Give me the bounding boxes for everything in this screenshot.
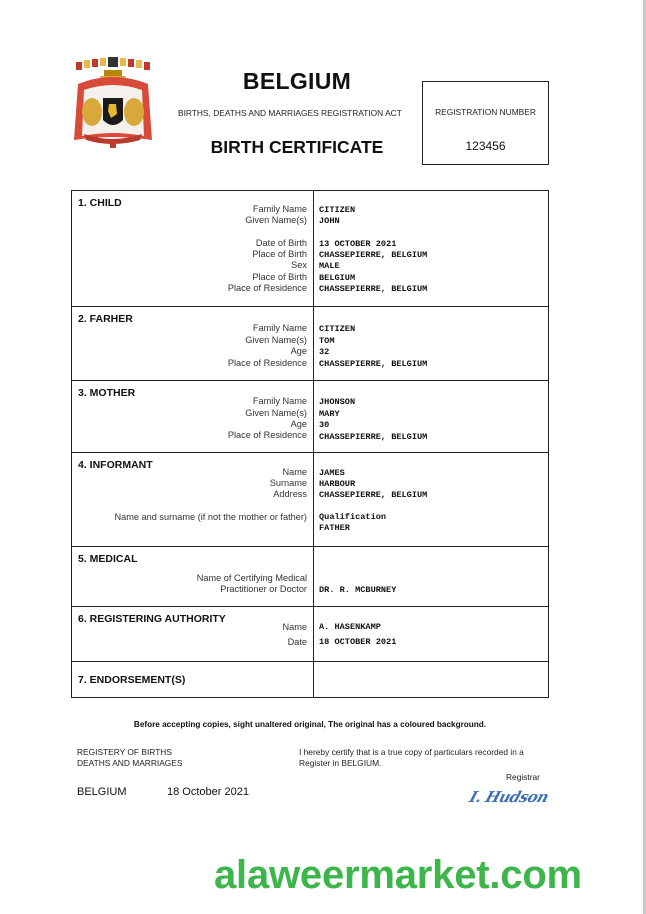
field-label: Given Name(s)	[245, 408, 307, 418]
registration-act: BIRTHS, DEATHS AND MARRIAGES REGISTRATION ACT	[178, 108, 402, 118]
field-value: CHASSEPIERRE, BELGIUM	[319, 250, 428, 260]
field-value: CHASSEPIERRE, BELGIUM	[319, 284, 428, 294]
registry-office	[77, 747, 182, 769]
registry-line-1: REGISTERY OF BIRTHS	[77, 747, 172, 757]
document-title: BIRTH CERTIFICATE	[210, 137, 384, 157]
section-endorsements	[72, 661, 548, 697]
field-value: BELGIUM	[319, 273, 356, 283]
field-value: 18 OCTOBER 2021	[319, 637, 397, 647]
field-label: Given Name(s)	[245, 335, 307, 345]
section-title: 5. MEDICAL	[78, 553, 138, 565]
field-label: Practitioner or Doctor	[220, 584, 307, 594]
field-label: Family Name	[252, 323, 307, 333]
issue-country: BELGIUM	[77, 786, 127, 798]
registration-number-box	[422, 81, 549, 165]
issue-date: 18 October 2021	[167, 786, 249, 798]
field-value: CITIZEN	[319, 324, 356, 334]
field-value: CHASSEPIERRE, BELGIUM	[319, 359, 428, 369]
section-title: 3. MOTHER	[78, 387, 136, 399]
section-informant	[72, 452, 548, 546]
field-value: DR. R. MCBURNEY	[319, 585, 397, 595]
field-label: Place of Birth	[252, 249, 307, 259]
field-value: CITIZEN	[319, 205, 356, 215]
country-title: BELGIUM	[242, 68, 352, 94]
section-title: 6. REGISTERING AUTHORITY	[78, 613, 226, 625]
field-value: JHONSON	[319, 397, 356, 407]
field-value: FATHER	[319, 523, 350, 533]
certify-line-1: I hereby certify that is a true copy of particulars recorded in a	[299, 747, 524, 757]
field-value: HARBOUR	[319, 479, 356, 489]
field-value: TOM	[319, 336, 335, 346]
field-label: Address	[273, 489, 307, 499]
field-value: CHASSEPIERRE, BELGIUM	[319, 432, 428, 442]
section-registering-authority	[72, 606, 548, 661]
section-medical	[72, 546, 548, 606]
authenticity-notice: Before accepting copies, sight unaltered original, The original has a coloured background.	[133, 720, 487, 729]
section-father	[72, 306, 548, 380]
registrar-signature: I. Hudson	[467, 788, 551, 806]
field-label: Name and surname (if not the mother or father)	[114, 512, 307, 522]
field-label: Place of Residence	[227, 358, 307, 368]
field-label: Date of Birth	[255, 238, 307, 248]
field-value: MARY	[319, 409, 340, 419]
field-value: 13 OCTOBER 2021	[319, 239, 397, 249]
field-value: CHASSEPIERRE, BELGIUM	[319, 490, 428, 500]
section-title: 4. INFORMANT	[78, 459, 153, 471]
field-label: Family Name	[252, 204, 307, 214]
field-label: Family Name	[252, 396, 307, 406]
certification-statement	[299, 747, 549, 769]
section-title: 7. ENDORSEMENT(S)	[78, 674, 186, 686]
field-label: Place of Residence	[227, 283, 307, 293]
field-value: Qualification	[319, 512, 387, 522]
watermark-text: alaweermarket.com	[214, 853, 582, 897]
coat-of-arms-icon	[70, 56, 156, 152]
field-label: Place of Birth	[252, 272, 307, 282]
field-label: Name of Certifying Medical	[196, 573, 307, 583]
field-value: JOHN	[319, 216, 340, 226]
registration-number-value: 123456	[465, 139, 506, 153]
field-label: Given Name(s)	[245, 215, 307, 225]
field-value: MALE	[319, 261, 340, 271]
section-mother	[72, 380, 548, 452]
field-label: Age	[290, 419, 307, 429]
field-label: Date	[287, 637, 307, 647]
field-label: Surname	[269, 478, 307, 488]
section-child	[72, 191, 548, 306]
registration-number-label: REGISTRATION NUMBER	[435, 107, 536, 117]
field-label: Name	[282, 467, 307, 477]
section-title: 1. CHILD	[78, 197, 122, 209]
field-value: 32	[319, 347, 330, 357]
certificate-table	[71, 190, 549, 698]
registry-line-2: DEATHS AND MARRIAGES	[77, 758, 183, 768]
field-label: Place of Residence	[227, 430, 307, 440]
field-value: 30	[319, 420, 330, 430]
field-value: A. HASENKAMP	[319, 622, 381, 632]
field-value: JAMES	[319, 468, 345, 478]
registrar-label: Registrar	[506, 772, 540, 782]
field-label: Name	[282, 622, 307, 632]
field-label: Sex	[291, 260, 307, 270]
field-label: Age	[290, 346, 307, 356]
certify-line-2: Register in BELGIUM.	[299, 758, 382, 768]
section-title: 2. FARHER	[78, 313, 133, 325]
